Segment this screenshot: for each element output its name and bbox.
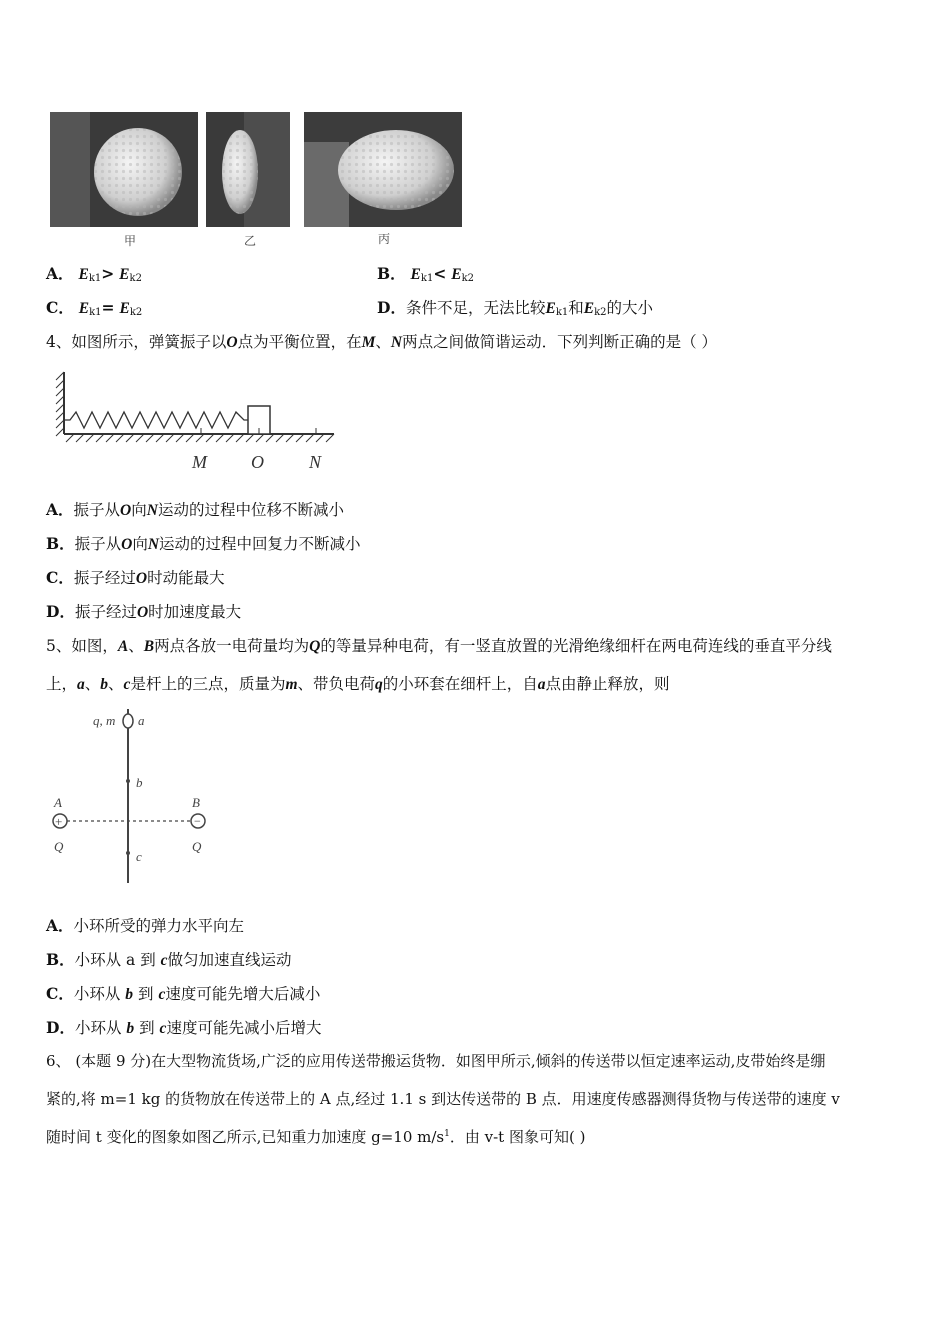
svg-text:+: + [55,814,63,829]
label-a: a [138,713,145,728]
q4-option-c: C．振子经过O时动能最大 [46,568,225,587]
caption-jia: 甲 [124,234,137,248]
q4-option-d: D．振子经过O时加速度最大 [46,602,242,621]
label-n: N [309,452,322,472]
q3-option-a: A． $E_{k1}> E_{k2}$ [46,264,142,284]
q6-line2: 紧的,将 m=1 kg 的货物放在传送带上的 A 点,经过 1.1 s 到达传送带的 B 点．用速度传感器测得货物与传送带的速度 v [46,1090,840,1108]
q3-option-b: B． $E_{k1}< E_{k2}$ [377,264,475,284]
caption-yi: 乙 [244,234,257,248]
spring-oscillator-figure [52,368,342,476]
q5-option-b: B．小环从 a 到 c做匀加速直线运动 [46,950,292,969]
spring [64,412,248,428]
q5-stem-line2: 上，a、b、c是杆上的三点，质量为m、带负电荷q的小环套在细杆上，自a点由静止释放，则 [46,675,670,693]
q3-option-c: C． $E_{k1}= E_{k2}$ [46,298,143,318]
q4-option-b: B．振子从O向N运动的过程中回复力不断减小 [46,534,361,553]
q6-line3: 随时间 t 变化的图象如图乙所示,已知重力加速度 g=10 $m/s^1$．由 v-t 图象可知( ) [46,1128,586,1146]
photo-yi [206,112,290,227]
label-m: M [192,452,207,472]
q5-option-a: A．小环所受的弹力水平向左 [46,916,245,935]
photo-bing [304,112,462,227]
q4-option-a: A．振子从O向N运动的过程中位移不断减小 [46,500,344,519]
q5-option-d: D．小环从 b 到 c速度可能先减小后增大 [46,1018,322,1037]
label-b: b [136,775,143,790]
charges-rod-figure [48,705,228,890]
label-o: O [251,452,264,472]
golf-ball-image-bing [304,112,462,227]
q4-stem: 4、如图所示，弹簧振子以O点为平衡位置，在M、N两点之间做简谐运动．下列判断正确的是（ ） [46,333,718,351]
label-qm: q, m [93,713,116,728]
label-B: B [192,795,200,810]
q3-option-d: D．条件不足，无法比较$E_{k1}$和$E_{k2}$的大小 [377,298,654,318]
q6-line1: 6、 (本题 9 分)在大型物流货场,广泛的应用传送带搬运货物．如图甲所示,倾斜的传送带以恒定速率运动,皮带始终是绷 [46,1052,826,1070]
q5-option-c: C．小环从 b 到 c速度可能先增大后减小 [46,984,321,1003]
golf-ball-image-yi [206,112,290,227]
ring [123,714,133,728]
label-Q-left: Q [54,839,64,854]
label-A: A [54,795,62,810]
caption-bing: 丙 [378,232,391,246]
label-c: c [136,849,142,864]
q5-stem-line1: 5、如图，A、B两点各放一电荷量均为Q的等量异种电荷，有一竖直放置的光滑绝缘细杆在两电荷连线的垂直平分线 [46,637,832,655]
label-Q-right: Q [192,839,202,854]
photo-jia [50,112,198,227]
svg-text:−: − [194,814,201,828]
golf-ball-image-jia [50,112,198,227]
